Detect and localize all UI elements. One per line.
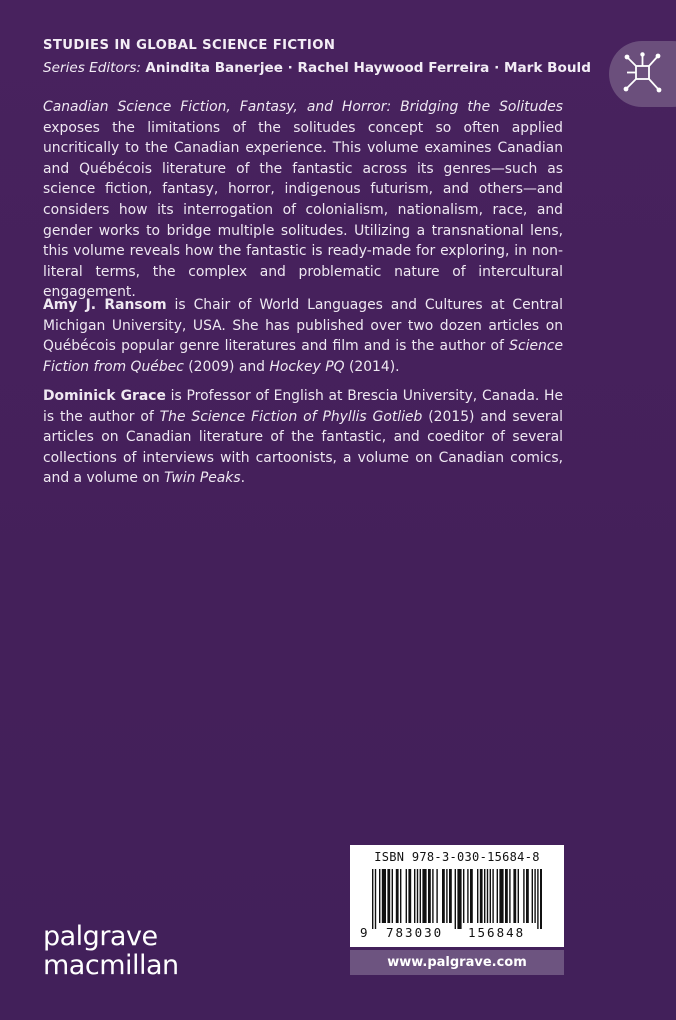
barcode-bar (492, 869, 493, 923)
barcode-bar (505, 869, 508, 923)
barcode-bar (532, 869, 533, 923)
editors-label: Series Editors: (43, 60, 142, 76)
author-name: Dominick Grace (43, 388, 166, 404)
editors-names: Anindita Banerjee · Rachel Haywood Ferreira · Mark Bould (145, 60, 591, 76)
barcode-bar (372, 869, 373, 929)
barcode-bar (392, 869, 393, 923)
barcode-bar (463, 869, 464, 923)
barcode-bar (540, 869, 542, 929)
barcode-bar (477, 869, 478, 923)
book-description (43, 97, 563, 303)
author-bio-grace (43, 386, 563, 489)
bio-text: . (240, 470, 246, 487)
barcode-bar (379, 869, 380, 923)
barcode-bar (414, 869, 415, 923)
series-editors (43, 60, 591, 76)
network-node-icon (623, 52, 663, 94)
barcode-bar (490, 869, 491, 923)
barcode-bar (518, 869, 519, 923)
barcode-bar (449, 869, 452, 923)
publisher-logo-macmillan: macmillan (43, 950, 179, 981)
barcode-bar (484, 869, 485, 923)
barcode-bar (446, 869, 447, 923)
bio-text: (2009) and (183, 358, 270, 375)
description-text: exposes the limitations of the solitudes concept so often applied uncritically to the Canadian experience. This volume examines Canadian and Québécois literature of the fantastic across its genres—such as science fiction, fantasy, horror, indigenous futurism, and others—and considers how its interrogation of colonialism, nationalism, race, and gender works to bridge multiple solitudes. Utilizing a transnational lens, this volume reveals how the fantastic is ready-made for exploring, in non-literal terms, the complex and problematic nature of intercultural engagement. (43, 119, 563, 301)
barcode-bar (509, 869, 510, 923)
barcode-bar (467, 869, 468, 923)
author-name: Amy J. Ransom (43, 297, 167, 313)
barcode-bar (408, 869, 411, 923)
barcode-bar (396, 869, 399, 923)
barcode-bar (526, 869, 529, 923)
bio-text: (2014). (344, 358, 400, 375)
barcode-bar (420, 869, 421, 923)
barcode-bar (428, 869, 431, 923)
series-title: STUDIES IN GLOBAL SCIENCE FICTION (43, 38, 336, 53)
book-title: Canadian Science Fiction, Fantasy, and Horror: Bridging the Solitudes (43, 99, 563, 115)
author-bio-ransom (43, 295, 563, 377)
book-reference: The Science Fiction of Phyllis Gotlieb (159, 408, 423, 425)
bio-text: is Chair of World Languages and Cultures at Central Michigan University, USA. She has published over two dozen articles on Québécois popular genre literatures and film and is the author of (43, 297, 564, 355)
isbn-label: ISBN 978-3-030-15684-8 (374, 850, 540, 864)
barcode-bar (400, 869, 401, 923)
barcode-bar (523, 869, 524, 923)
barcode-bar (513, 869, 516, 923)
barcode-bar (455, 869, 456, 929)
barcode-bar (534, 869, 535, 923)
barcode-bar (480, 869, 483, 923)
barcode-bar (442, 869, 445, 923)
bio-text: is Professor of English at Brescia University, Canada. He is the author of (43, 388, 563, 425)
barcode-bar (499, 869, 503, 923)
barcode-digits-right: 156848 (468, 925, 526, 940)
series-badge (609, 41, 676, 107)
barcode-bars (372, 869, 542, 929)
barcode-bar (422, 869, 426, 923)
book-reference: Twin Peaks (164, 470, 241, 487)
publisher-logo-palgrave: palgrave (43, 921, 158, 952)
barcode-bar (436, 869, 437, 923)
barcode-bar (387, 869, 390, 923)
publisher-url[interactable]: www.palgrave.com (350, 950, 564, 975)
isbn-barcode (350, 845, 564, 947)
barcode-bar (470, 869, 473, 923)
book-reference: Hockey PQ (269, 358, 345, 375)
barcode-bar (432, 869, 433, 923)
barcode-bar (406, 869, 407, 923)
barcode-digit-first: 9 (360, 925, 368, 940)
barcode-bar (457, 869, 461, 929)
bio-text: (2015) and several articles on Canadian literature of the fantastic, and coeditor of several collections of interviews with cartoonists, a volume on Canadian comics, and a volume on (43, 408, 564, 487)
barcode-bar (382, 869, 386, 923)
barcode-bar (537, 869, 538, 929)
barcode-bar (487, 869, 488, 923)
barcode-bar (375, 869, 376, 929)
barcode-digits-left: 783030 (386, 925, 444, 940)
book-reference: Science Fiction from Québec (43, 338, 563, 375)
barcode-bar (497, 869, 498, 923)
barcode-bar (417, 869, 418, 923)
